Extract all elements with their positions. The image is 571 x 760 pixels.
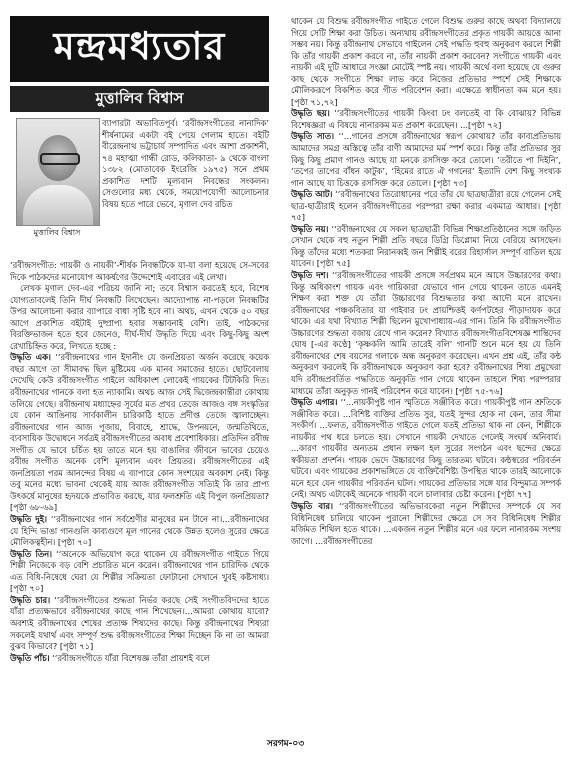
intro-beside-photo	[102, 118, 269, 210]
quote-item	[291, 224, 561, 270]
quote-item	[291, 108, 561, 131]
quote-text: ‘‘...নায়কীপুষ্ট গান স্মৃতিতে সঞ্জীবিত করে। গায়কীপুষ্ট গান শ্রুতিকে সঞ্জীবিত করে। ...বিশিষ্ট ব্যক্তির প্রতিভ সুর, যতই সুন্দর হোক না কেন, তার সীমা সংকীর্ণ। ...ফলত, রবীন্দ্রসংগীত গাইতে গেলে যতই প্রতিভা থাক না কেন, শিল্পীকে নায়কীর পথ ধরে চলতে হয়। সেখানে গায়কী দেখাতে গেলেই সংঘর্ষ অনিবার্য। ...কারণ গায়কীর অন্যতম প্রধান লক্ষণ হল সুরের সংগঠন এবং ছন্দের ক্ষেত্রে স্বকীয়তা প্রদর্শন। গায়ক ভেদে উচ্চারণের কিছু তারতম্য ঘটবে। কন্ঠস্বরের পরিবর্তন ঘটবে। এবং গায়কের প্রকাশভঙ্গিতে যে ব্যক্তিবৈশিষ্ট্য উপস্থিত থাকে তারই আলোকে মনে হবে যেন গায়কীর পরিবর্তন ঘটল। গায়কের প্রতিভার সঙ্গে যার বিন্দুমাত্র সম্পর্ক নেই। অথচ এটাকেই অনেকে গায়কী বলে চালাবার চেষ্টা করেন। [পৃষ্ঠা ৭৭]	[291, 397, 561, 500]
quote-item	[10, 595, 269, 653]
page-number: সরগম-০৩	[266, 739, 305, 749]
quote-item	[10, 549, 269, 595]
quote-item	[291, 189, 561, 224]
quote-text: ‘‘রবীন্দ্রসংগীতের অভিভাবকেরা নতুন শিল্পীদের সম্পর্কে যে সব বিধিনিষেধ চালিয়ে থাকেন পুরানো শিল্পীদের ক্ষেত্রে সে সব বিধিনিষেধ শিল্পীর মর্জিমত শিথিল হতে থাকে। ...একজন নতুন শিল্পীর মনে এর ফলে নানারকম সংশয় জাগে। ...রবীন্দ্রসংগীতের	[291, 500, 561, 546]
quote-label: উদ্ধৃতি দুই।	[10, 514, 47, 525]
article-title: মন্দ্রমধ্যতার	[10, 16, 269, 82]
quote-label: উদ্ধৃতি পাঁচ।	[10, 652, 50, 663]
quote-text: ‘‘রবীন্দ্রনাথের তিরোধানের পরে তাঁর যে ছাত্রছাত্রীরা রয়ে গেলেন সেই ছাত্র-ছাত্রীরাই হলেন রবীন্দ্রসংগীতের পরম্পরা রক্ষা করার একমাত্র আধার। [পৃষ্ঠা ৭৫]	[291, 189, 561, 223]
quote-label: উদ্ধৃতি এগার।	[291, 397, 338, 408]
quote-label: উদ্ধৃতি এক।	[10, 352, 51, 363]
left-column	[10, 260, 269, 664]
quote-label: উদ্ধৃতি তিন।	[10, 548, 52, 559]
photo-caption: মুত্তালিব বিশ্বাস	[33, 228, 81, 237]
author-photo	[16, 118, 100, 226]
quote-item	[291, 270, 561, 397]
intro-paragraph-1: ব্যাপারটা অভাবিতপূর্ব। ‘রবীন্দ্রসংগীতের নানাদিক’ শীর্ষনামের একটা বই পেয়ে গেলাম হাতে। বইটি বীরেন্দ্রনাথ ভট্টাচার্য সম্পাদিত এবং আশা প্রকাশনী, ৭৪ মহাত্মা গান্ধী রোড, কলিকাতা- ৯ থেকে বাংলা ১৩৮২ (মোতাবেক ইংরেজি ১৯৭৫) সনে প্রথম প্রকাশিত দশটি মূল্যবান নিবন্ধের সংকলন। সেগুলোর মধ্য থেকে, সময়োপযোগী আলোচনার বিষয় হতে পারে ভেবে, মৃণাল দেব রচিত	[102, 118, 269, 209]
quote-continuation	[291, 16, 561, 108]
quote-text: ‘‘রবীন্দ্রনাথের গান ইদানীং যে জনপ্রিয়তা অর্জন করেছে কয়েক বছর আগে তা সীমাবদ্ধ ছিল মুষ্টিমেয় এক মানব সমাজের হাতে। ছোটবেলায় দেখেছি কেউ রবীন্দ্রসংগীত গাইলে অধিকাংশ লোকেই গায়কের টিটকিরি দিত। রবীন্দ্রনাথের গানকে বলা হত ন্যাকামি। অথচ আজ সেই দ্বিজেন্দ্রকান্তীরা কোথায় তলিয়ে গেছে। রবীন্দ্রনাথ মধ্যাহ্নের সূর্যের মত প্রখর তেজে আজও বঙ্গ সংস্কৃতির যে কোন আঙিনায় সার্বকালীন চারিকাঠি হাতে প্রদীপ্ত তেজে জ্বালাচ্ছেন। রবীন্দ্রনাথের গান আজ পূজায়, বিবাহে, শ্রাদ্ধে, উপনয়নে, জন্মতিথিতে, ব্যবসায়িক উদ্বোধনে সর্বত্রই রবীন্দ্রসংগীতের অবাধ প্রবেশাধিকার। প্রতিদিন রবীন্দ্র সংগীত যে ভাবে চর্চিত হয় তাতে মনে হয় বাঙালির জীবনে ভাবের চেয়েও রবীন্দ্র সংগীত অনেক বেশি মূল্যবান এবং প্রিয়তর। রবীন্দ্রসংগীতের এই জনপ্রিয়তা পরম আনন্দের বিষয় এ ব্যাপারে কোন সংশয়ের অবকাশ নেই। কিন্তু তবু মনের মধ্যে ভাবনা থেকেই যায় আজ রবীন্দ্রসংগীত সত্যিই কি তার প্রাপ্য উৎকর্ষে মানুষের হৃদয়কে প্রভাবিত করছে, যার ফলশ্রুতি এই বিপুল জনপ্রিয়তা? [পৃষ্ঠা ৬৮-৬৯]	[10, 352, 269, 513]
quote-item	[291, 501, 561, 547]
quote-text: থাকেন যে বিশুদ্ধ রবীন্দ্রসংগীত গাইতে গেলে বিশুদ্ধ গুরুর কাছে অথবা বিদ্যালয়ে গিয়ে সেটি শিক্ষা করা উচিত। অন্যথায় রবীন্দ্রসংগীতের প্রকৃত গায়কী আয়ত্তে আনা সম্ভব নয়। কিন্তু রবীন্দ্রনাথ সেভাবে গাইলেন সেই পদ্ধতি হুবহু অনুকরণ করলে শিল্পী কি তাঁর গায়কী প্রকাশ করবে না, তাঁর নায়কী প্রকাশ করবেন? সংগীতে গায়কী এবং নায়কী এই দুটি আধারে সংজ্ঞা মোটেই স্পষ্ট নয়। গায়কী অর্থে বলা হয়েছে যে গুরুর কাছ থেকে সংগীতে শিক্ষা লাভ করে নিজের প্রতিভার স্পর্শে সেই শিক্ষাকে মৌলিকরূপে বিকশিত করে গীত পরিবেশন করা। এক্ষেত্রে স্বাধীনতা কম মনে হয়। [পৃষ্ঠা ৭১,৭২]	[291, 16, 561, 107]
quote-label: উদ্ধৃতি নয়।	[291, 223, 329, 234]
intro-paragraph-3: লেখক মৃণাল দেব-এর পরিচয় জানি না; তবে বিশ্বাস করতেই হবে, বিশেষ যোগ্যতাবলেই তিনি দীর্ঘ নিবন্ধটি লিখেছেন। আদ্যোপান্ত না-পড়লে নিবন্ধটির উপর আলোচনা করার ব্যাপারে বাধা সৃষ্টি হবে না। অথচ, এখন থেকে ৫০ বছর আগে প্রকাশিত বইটাই দুষ্প্রাপ্য হবার সম্ভাবনাই বেশি। তাই, পাঠকদের বিরক্তিভাজন হতে হবে জেনেও, দীর্ঘ-দীর্ঘ উদ্ধৃতি দিয়ে এবং কিছু-কিছু অংশ রেখাচিহ্নিত করে, লিখতে হচ্ছে :	[10, 283, 269, 351]
quote-label: উদ্ধৃতি চার।	[10, 594, 51, 605]
quote-text: ‘‘...গানের প্রসঙ্গে রবীন্দ্রনাথের স্বরূপ কোথায়? তাঁর কাব্যপ্রতিভায় আমাদের সমগ্র অস্তিত্বে তাঁর বাণী আমাদের মর্ম স্পর্শ করে। কিন্তু তাঁর প্রতিভার সুর কিছু কিছু প্রমাণ গানও আছে যা মনকে রসসিক্ত করে তোলে। ‘তরীতে পা দিইনি’, ‘তপের তাপের বাঁধন কাটুক’, ‘হিমের রাতে ঐ গগনের’ ইত্যাদি বেশ কিছু সংখ্যক গান আছে যা চিত্তকে রসসিক্ত করে তোলে। [পৃষ্ঠা ৭৩]	[291, 131, 561, 188]
quote-item	[10, 653, 269, 665]
quote-item	[10, 352, 269, 514]
quote-label: উদ্ধৃতি বার।	[291, 500, 333, 511]
author-byline: মুত্তালিব বিশ্বাস	[10, 86, 269, 112]
quote-text: ‘‘রবীন্দ্রনাথের গান সর্বশ্রেণীর মানুষের মন টানে না।...রবীন্দ্রনাথের যে হিন্দি ভাঙা গানগুলি কাব্যগুণে মূল গানের থেকে উন্নত হলেও সুরের ক্ষেত্রে মৌলিকত্বহীন। [পৃষ্ঠা ৭০]	[10, 514, 269, 548]
quote-item	[10, 514, 269, 549]
quote-text: ‘‘রবীন্দ্রনাথের যে সকল ছাত্রছাত্রী বিভিন্ন শিক্ষাপ্রতিষ্ঠানের সঙ্গে জড়িত সেখান থেকে বহু নতুন শিল্পী প্রতি বছরে ডিগ্রি ডিপ্লোমা নিয়ে বেরিয়ে আসছেন। কিন্তু তাঁদের মধ্যে শতকরা নিরানব্বই জন শিল্পীই বরের রিহার্সাল সম্পূর্ণ বাতিল হয়ে যাবেন। [পৃষ্ঠা ৭৫]	[291, 223, 562, 269]
quote-text: ‘‘রবীন্দ্রসংগীতের শুদ্ধতা নির্ভর করছে সেই সংগীতবিদদের হাতে যাঁরা প্রত্যক্ষভাবে রবীন্দ্রনাথের কাছে গান শিখেছেন।...আমরা কোথায় যাবো? অবশ্যই রবীন্দ্রনাথের শেষের প্রত্যক্ষ শিষ্যদের কাছে। কিন্তু রবীন্দ্রনাথের শিষ্যরা সকলেই যথার্থ এবং সম্পূর্ণ শুদ্ধ রবীন্দ্রসংগীতের শিক্ষা দিচ্ছেন কি না তা আমরা বুঝব কিভাবে? [পৃষ্ঠা ৭১]	[10, 594, 270, 652]
quote-text: ‘‘রবীন্দ্রসংগীতের গায়কী কিংবা ঢং বলতেই বা কি বোঝায়? বিভিন্ন বিশেষজ্ঞরা এ বিষয়ে নানারকম মত প্রকাশ করেছেন। ...[পৃষ্ঠা ৭২]	[291, 108, 562, 130]
quote-label: উদ্ধৃতি ছয়।	[291, 108, 330, 119]
quote-text: ‘‘অনেকে অভিযোগ করে থাকেন যে রবীন্দ্রসংগীত গাইতে গিয়ে শিল্পী নিজেকে বড় বেশি প্রচারিত মনে করেন। রবীন্দ্রনাথের গান চারিদিক থেকে এত বিধি-নিষেধে ঘেরা যে শিল্পীর সক্রিয়তা ফোটানো সেখানে খুবই কষ্টসাধ্য। [পৃষ্ঠা ৭০]	[10, 548, 269, 594]
quote-text: ‘‘রবীন্দ্রসংগীতে যাঁরা বিশেষজ্ঞ তাঁরা প্রায়শই বলে	[52, 652, 210, 663]
quote-item	[291, 131, 561, 189]
quote-item	[291, 397, 561, 501]
intro-paragraph-2: ‘রবীন্দ্রসংগীত: গায়কী ও নায়কী’-শীর্ষক নিবন্ধটিকে যা-যা বলা হয়েছে সে-সবের দিকে পাঠকদের মনোযোগ আকর্ষণের উদ্দেশ্যেই এবারের এই লেখা।	[10, 260, 269, 282]
quote-text: ‘‘রবীন্দ্রসংগীতের গায়কী প্রসঙ্গে সর্বপ্রথম মনে আসে উচ্চারণের কথা। কিন্তু অধিকাংশ গায়ক এবং গায়িকারা যেভাবে গান গেয়ে থাকেন তাতে এমনই শিক্ষণ করা শক্ত যে তাঁরা উচ্চারণের বিশুদ্ধতার কথা আদৌ মনে রাখেন। রবীন্দ্রনাথের পঞ্চকবিতার যা গাইবার ঢং প্রায়শ্চিত্তই কর্ণপটহের পীড়াদায়ক করে থাকে। এর যথা বিখ্যাত শিল্পী ছিলেন মুখোপাধ্যায়-এর গান। তিনি কি রবীন্দ্রসংগীত উচ্চারণের শুদ্ধতা বজায় রেখে গান করেন? বিখ্যাত রবীন্দ্রসংগীতবিশেষজ্ঞ শান্তিদেব ঘোষ [-এর কণ্ঠে] ‘কৃষ্ণকলি আমি তারেই বলি’ গানটি শুনে মনে হয় যে তিনি রবীন্দ্রনাথের শেষ বয়সের গলাকে অন্ধ অনুকরণ করেছেন। এখন প্রশ্ন এই, তাঁর কন্ঠ অনুকরণ করলেই কি রবীন্দ্রনাথকে অনুকরণ করা হবে? রবীন্দ্রনাথের শিষ্য প্রমুখেরা যদি রবীন্দ্রপ্রবর্তিত পদ্ধতিতে অনুকৃতি গান গেয়ে থাকেন তাহলে শিষ্য পরম্পরার মাধ্যমে তাঁরা অনুকৃত গানই পরিবেশন করে যাবেন। [পৃষ্ঠা ৭৫-৭৬]	[291, 270, 562, 396]
quote-label: উদ্ধৃতি দশ।	[291, 270, 329, 281]
right-column	[291, 16, 561, 547]
quote-label: উদ্ধৃতি আট।	[291, 189, 333, 200]
quote-label: উদ্ধৃতি সাত।	[291, 131, 334, 142]
